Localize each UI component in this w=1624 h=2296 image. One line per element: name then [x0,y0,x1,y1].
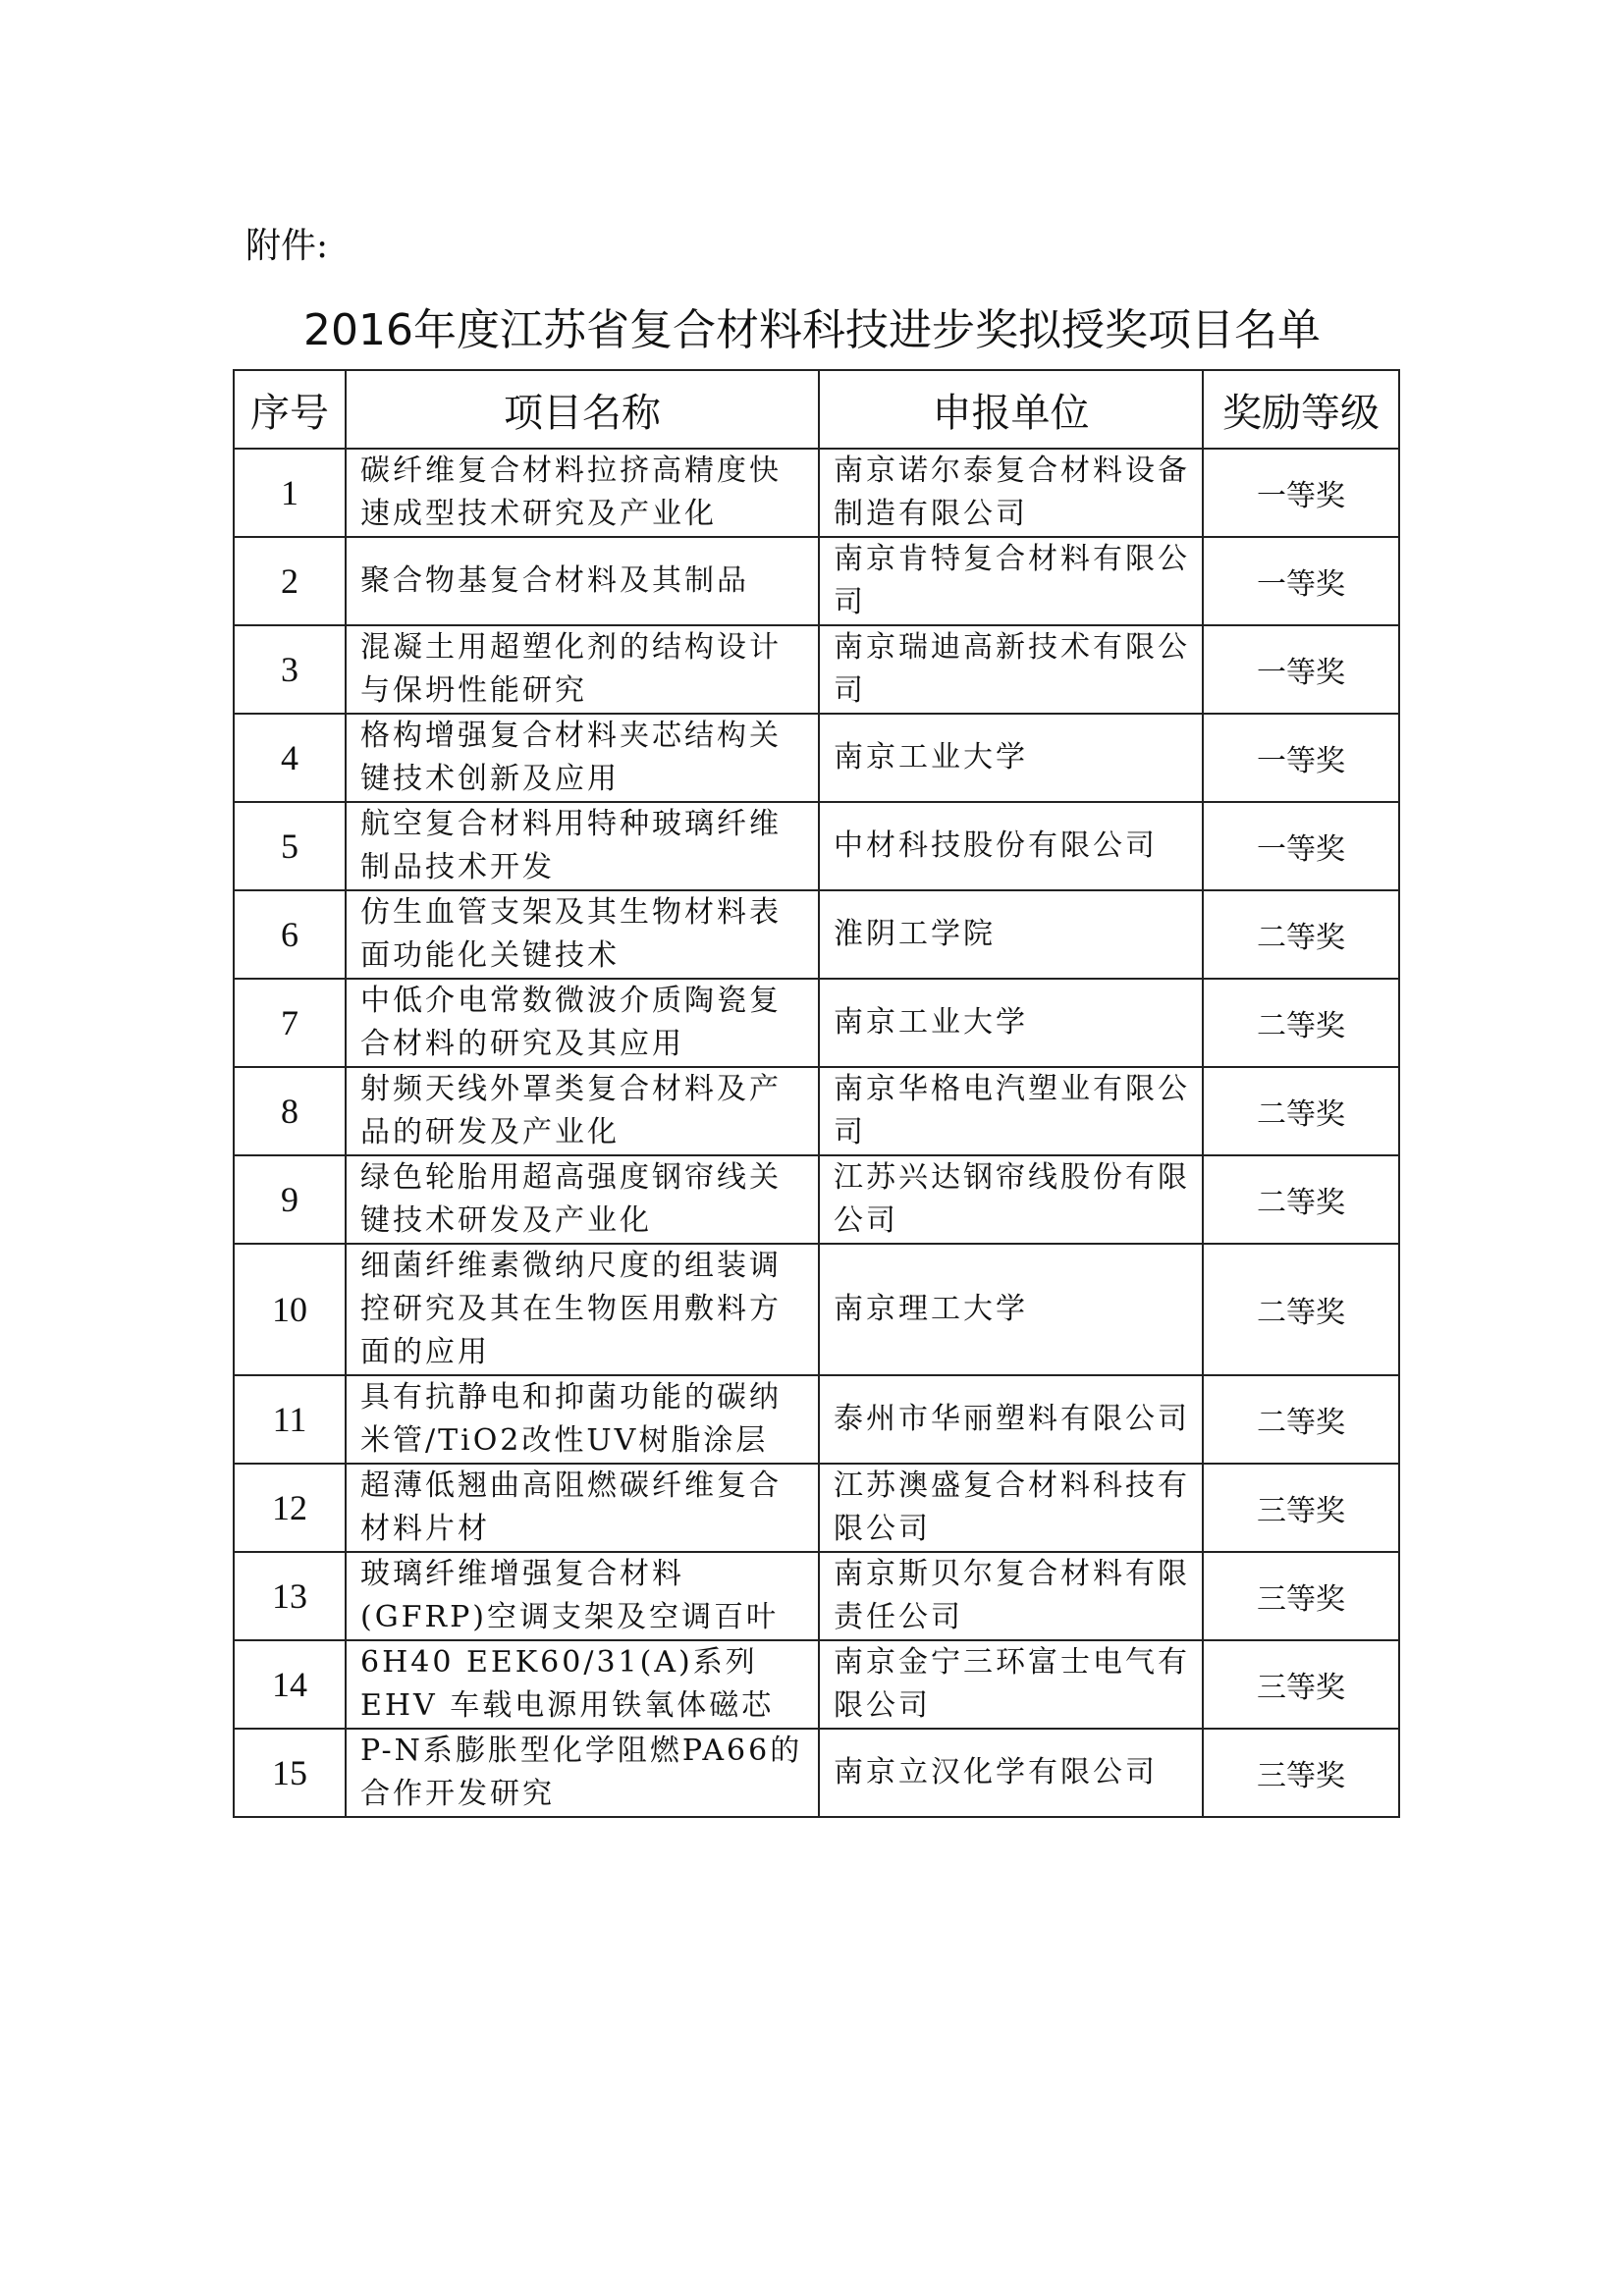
table-row [234,1464,1399,1552]
row-award: 一等奖 [1203,802,1399,890]
row-unit: 南京工业大学 [819,714,1203,802]
row-award: 二等奖 [1203,890,1399,979]
row-no: 8 [234,1067,346,1155]
row-award: 一等奖 [1203,537,1399,625]
table-row [234,1244,1399,1375]
row-no: 2 [234,537,346,625]
table-row [234,537,1399,625]
row-award: 二等奖 [1203,1067,1399,1155]
row-unit: 南京理工大学 [819,1244,1203,1375]
table-header-row [234,370,1399,449]
row-unit: 南京立汉化学有限公司 [819,1729,1203,1817]
row-award: 一等奖 [1203,625,1399,714]
row-no: 5 [234,802,346,890]
row-project-name: P-N系膨胀型化学阻燃PA66的合作开发研究 [346,1729,819,1817]
row-project-name: 6H40 EEK60/31(A)系列 EHV 车载电源用铁氧体磁芯 [346,1640,819,1729]
row-no: 6 [234,890,346,979]
table-row [234,625,1399,714]
row-award: 二等奖 [1203,1244,1399,1375]
row-project-name: 航空复合材料用特种玻璃纤维制品技术开发 [346,802,819,890]
table-row [234,1729,1399,1817]
header-no: 序号 [234,370,346,449]
row-unit: 泰州市华丽塑料有限公司 [819,1375,1203,1464]
row-unit: 中材科技股份有限公司 [819,802,1203,890]
row-project-name: 碳纤维复合材料拉挤高精度快速成型技术研究及产业化 [346,449,819,537]
table-row [234,1552,1399,1640]
table-row [234,1375,1399,1464]
row-no: 15 [234,1729,346,1817]
row-unit: 南京瑞迪高新技术有限公司 [819,625,1203,714]
row-award: 三等奖 [1203,1640,1399,1729]
table-row [234,802,1399,890]
row-no: 10 [234,1244,346,1375]
row-no: 9 [234,1155,346,1244]
row-unit: 江苏兴达钢帘线股份有限公司 [819,1155,1203,1244]
header-project-name: 项目名称 [346,370,819,449]
row-project-name: 超薄低翘曲高阻燃碳纤维复合材料片材 [346,1464,819,1552]
row-project-name: 格构增强复合材料夹芯结构关键技术创新及应用 [346,714,819,802]
table-row [234,890,1399,979]
header-unit: 申报单位 [819,370,1203,449]
row-no: 14 [234,1640,346,1729]
award-table [233,369,1400,1818]
row-project-name: 聚合物基复合材料及其制品 [346,537,819,625]
table-row [234,1155,1399,1244]
row-project-name: 绿色轮胎用超高强度钢帘线关键技术研发及产业化 [346,1155,819,1244]
row-no: 13 [234,1552,346,1640]
row-award: 二等奖 [1203,979,1399,1067]
row-no: 1 [234,449,346,537]
row-unit: 南京金宁三环富士电气有限公司 [819,1640,1203,1729]
row-project-name: 玻璃纤维增强复合材料(GFRP)空调支架及空调百叶 [346,1552,819,1640]
row-award: 三等奖 [1203,1552,1399,1640]
row-award: 三等奖 [1203,1729,1399,1817]
row-award: 三等奖 [1203,1464,1399,1552]
row-project-name: 仿生血管支架及其生物材料表面功能化关键技术 [346,890,819,979]
table-row [234,979,1399,1067]
row-unit: 南京华格电汽塑业有限公司 [819,1067,1203,1155]
attachment-label: 附件: [245,226,329,266]
table-row [234,449,1399,537]
row-project-name: 混凝土用超塑化剂的结构设计与保坍性能研究 [346,625,819,714]
row-award: 二等奖 [1203,1375,1399,1464]
row-project-name: 具有抗静电和抑菌功能的碳纳米管/TiO2改性UV树脂涂层 [346,1375,819,1464]
row-unit: 淮阴工学院 [819,890,1203,979]
row-unit: 南京斯贝尔复合材料有限责任公司 [819,1552,1203,1640]
row-no: 11 [234,1375,346,1464]
row-project-name: 射频天线外罩类复合材料及产品的研发及产业化 [346,1067,819,1155]
table-row [234,714,1399,802]
row-award: 一等奖 [1203,449,1399,537]
row-unit: 南京肯特复合材料有限公司 [819,537,1203,625]
table-row [234,1640,1399,1729]
row-project-name: 中低介电常数微波介质陶瓷复合材料的研究及其应用 [346,979,819,1067]
header-award-level: 奖励等级 [1203,370,1399,449]
row-no: 7 [234,979,346,1067]
row-no: 4 [234,714,346,802]
row-no: 12 [234,1464,346,1552]
document-title: 2016年度江苏省复合材料科技进步奖拟授奖项目名单 [303,305,1321,355]
row-award: 一等奖 [1203,714,1399,802]
row-project-name: 细菌纤维素微纳尺度的组装调控研究及其在生物医用敷料方面的应用 [346,1244,819,1375]
table-row [234,1067,1399,1155]
row-unit: 江苏澳盛复合材料科技有限公司 [819,1464,1203,1552]
row-unit: 南京诺尔泰复合材料设备制造有限公司 [819,449,1203,537]
row-no: 3 [234,625,346,714]
row-award: 二等奖 [1203,1155,1399,1244]
row-unit: 南京工业大学 [819,979,1203,1067]
